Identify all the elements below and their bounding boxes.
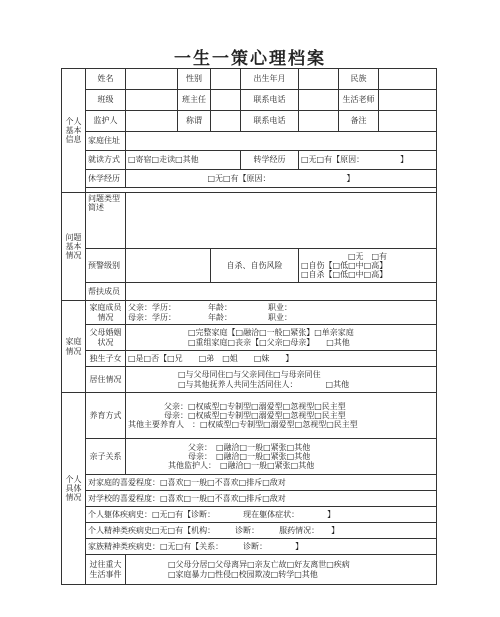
- label-note: 备注: [339, 111, 379, 132]
- field-contact2[interactable]: [299, 111, 339, 132]
- field-study-mode[interactable]: □寄宿□走读□其他: [126, 151, 241, 170]
- label-problem-type: 问题类型简述: [86, 193, 126, 249]
- field-warn-level[interactable]: [126, 249, 211, 283]
- school-love[interactable]: 对学校的喜爱程度：□喜欢□一般□不喜欢□排斥□敌对: [86, 491, 437, 507]
- relation-mother[interactable]: 母亲： □融洽□一般□紧张□其他: [188, 451, 311, 461]
- parenting-father[interactable]: 父亲：□权威型□专制型□溺爱型□忽视型□民主型: [164, 401, 346, 411]
- label-parenting: 养育方式: [86, 393, 126, 439]
- section-family: 家庭情况: [62, 301, 86, 393]
- parenting-mother[interactable]: 母亲：□权威型□专制型□溺爱型□忽视型□民主型: [164, 410, 346, 420]
- mother-age: 年龄：: [208, 312, 232, 322]
- events-line1[interactable]: □父母分居□父母离异□亲友亡故□好友离世□疾病: [168, 560, 350, 570]
- label-contact1: 联系电话: [241, 90, 299, 111]
- father-age: 年龄：: [208, 303, 232, 313]
- label-helpers: 帮扶成员: [86, 283, 126, 301]
- body-illness[interactable]: 个人躯体疾病史：□无□有【诊断： 现在躯体症状： 】: [86, 507, 437, 523]
- field-parenting[interactable]: [126, 393, 437, 439]
- field-address[interactable]: [126, 132, 437, 151]
- label-members: 家庭成员情况: [86, 301, 126, 325]
- label-only-child: 独生子女: [86, 351, 126, 367]
- field-note[interactable]: [379, 111, 437, 132]
- family-love[interactable]: 对家庭的喜爱程度：□喜欢□一般□不喜欢□排斥□敌对: [86, 475, 437, 491]
- family-mental[interactable]: 家族精神类疾病史：□无□有【关系： 诊断： 】: [86, 539, 437, 555]
- parenting-other[interactable]: 其他主要养育人 ：□权威型□专制型□溺爱型□忽视型□民主型: [128, 420, 358, 430]
- label-life-teacher: 生活老师: [339, 90, 379, 111]
- label-living: 居住情况: [86, 367, 126, 393]
- label-suspend: 休学经历: [86, 170, 126, 188]
- section-personal: 个人基本信息: [62, 69, 86, 193]
- field-relation[interactable]: [126, 439, 437, 475]
- label-gender: 性别: [178, 69, 211, 90]
- father-edu: 父亲：学历：: [128, 303, 176, 313]
- field-class[interactable]: [126, 90, 178, 111]
- father-job: 职业：: [268, 303, 292, 313]
- label-head-teacher: 班主任: [178, 90, 211, 111]
- label-name: 姓名: [86, 69, 126, 90]
- risk-none[interactable]: □无 □有: [347, 251, 388, 261]
- field-transfer[interactable]: □无□有【原因： 】: [299, 151, 437, 170]
- field-problem-type[interactable]: [126, 193, 437, 249]
- field-marriage[interactable]: [126, 325, 437, 351]
- field-head-teacher[interactable]: [211, 90, 241, 111]
- label-title-rel: 称谓: [178, 111, 211, 132]
- mental-illness[interactable]: 个人精神类疾病史□无□有【机构： 诊断： 服药情况： 】: [86, 523, 437, 539]
- field-name[interactable]: [126, 69, 178, 90]
- marriage-line1[interactable]: □完整家庭【□融洽□一般□紧张】□单亲家庭: [188, 328, 354, 338]
- field-living[interactable]: [126, 367, 437, 393]
- field-gender[interactable]: [211, 69, 241, 90]
- label-transfer: 转学经历: [241, 151, 299, 170]
- field-only-child[interactable]: □是□否【□兄 □弟 □姐 □妹 】: [126, 351, 437, 367]
- field-events[interactable]: [126, 555, 437, 585]
- field-suspend[interactable]: □无□有【原因： 】: [126, 170, 437, 188]
- relation-father[interactable]: 父亲： □融洽□一般□紧张□其他: [188, 442, 311, 452]
- field-members[interactable]: [126, 301, 437, 325]
- section-problem: 问题基本情况: [62, 193, 86, 301]
- label-address: 家庭住址: [86, 132, 126, 151]
- risk-suicide[interactable]: □自杀【□低□中□高】: [301, 270, 388, 280]
- mother-job: 职业：: [268, 312, 292, 322]
- label-marriage: 父母婚姻状况: [86, 325, 126, 351]
- field-helpers[interactable]: [126, 283, 437, 301]
- label-events: 过往重大生活事件: [86, 555, 126, 585]
- label-ethnicity: 民族: [339, 69, 379, 90]
- field-ethnicity[interactable]: [379, 69, 437, 90]
- label-class: 班级: [86, 90, 126, 111]
- label-warn-level: 预警级别: [86, 249, 126, 283]
- marriage-line2[interactable]: □重组家庭□丧亲【□父亲□母亲】 □其他: [188, 337, 350, 347]
- living-line1[interactable]: □与父母同住□与父亲同住□与母亲同住: [178, 370, 321, 380]
- label-study-mode: 就读方式: [86, 151, 126, 170]
- label-contact2: 联系电话: [241, 111, 299, 132]
- field-risk[interactable]: [299, 249, 437, 283]
- label-birth: 出生年月: [241, 69, 299, 90]
- section-detail: 个人具体情况: [62, 393, 86, 585]
- field-life-teacher[interactable]: [379, 90, 437, 111]
- relation-other[interactable]: 其他监护人： □融洽□一般□紧张□其他: [168, 461, 315, 471]
- field-title-rel[interactable]: [211, 111, 241, 132]
- label-relation: 亲子关系: [86, 439, 126, 475]
- label-guardian: 监护人: [86, 111, 126, 132]
- field-guardian[interactable]: [126, 111, 178, 132]
- page-title: 一生一策心理档案: [174, 49, 326, 69]
- living-line2[interactable]: □与其他抚养人共同生活同住人： □其他: [178, 379, 350, 389]
- events-line2[interactable]: □家庭暴力□性侵□校园欺凌□转学□其他: [168, 569, 318, 579]
- mother-edu: 母亲：学历：: [128, 312, 176, 322]
- archive-table: [61, 68, 437, 585]
- field-birth[interactable]: [299, 69, 339, 90]
- risk-self[interactable]: □自伤【□低□中□高】: [301, 260, 388, 270]
- label-risk: 自杀、自伤风险: [211, 249, 299, 283]
- field-contact1[interactable]: [299, 90, 339, 111]
